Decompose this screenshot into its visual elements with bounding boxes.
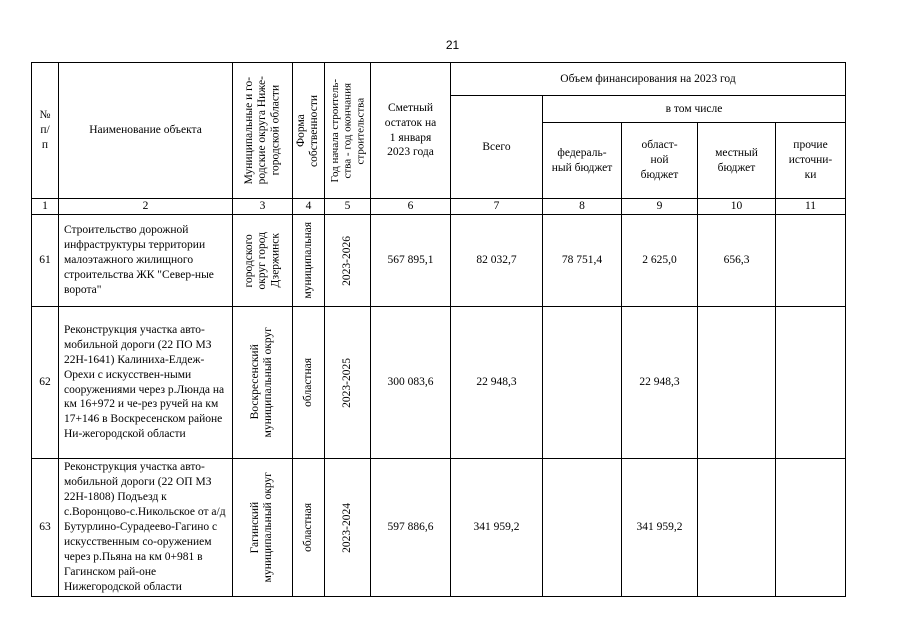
row-other — [776, 459, 846, 597]
header-local: местный бюджет — [698, 123, 776, 199]
row-municipality: городского округ город Дзержинск — [233, 215, 293, 307]
col-number: 7 — [451, 199, 543, 215]
row-local: 656,3 — [698, 215, 776, 307]
header-municipality: Муниципальные и го- родские округа Ниже- городской области — [233, 63, 293, 199]
row-ownership: муниципальная — [293, 215, 325, 307]
col-number: 8 — [543, 199, 622, 215]
row-num: 61 — [32, 215, 59, 307]
row-federal: 78 751,4 — [543, 215, 622, 307]
row-estimate: 597 886,6 — [371, 459, 451, 597]
table-row — [32, 215, 846, 307]
col-number: 11 — [776, 199, 846, 215]
col-number: 9 — [622, 199, 698, 215]
row-local — [698, 459, 776, 597]
row-years: 2023-2026 — [325, 215, 371, 307]
row-federal — [543, 459, 622, 597]
row-num: 63 — [32, 459, 59, 597]
col-number: 2 — [59, 199, 233, 215]
row-total: 22 948,3 — [451, 307, 543, 459]
row-municipality: Воскресенский муниципальный округ — [233, 307, 293, 459]
header-federal: федераль- ный бюджет — [543, 123, 622, 199]
row-other — [776, 215, 846, 307]
column-numbers-row — [32, 199, 846, 215]
header-financing: Объем финансирования на 2023 год — [451, 63, 846, 96]
financing-table — [31, 62, 846, 597]
table-row — [32, 459, 846, 597]
row-total: 82 032,7 — [451, 215, 543, 307]
row-regional: 341 959,2 — [622, 459, 698, 597]
row-name: Реконструкция участка авто-мобильной дороги (22 ОП МЗ 22Н-1808) Подъезд к с.Воронцово-с.Никольское от а/д Бутурлино-Сурадеево-Гагино с искусственным со-оружением через р.Пьяна на км 0+981 в Гагинском рай-оне Нижегородской области — [59, 459, 233, 597]
col-number: 5 — [325, 199, 371, 215]
col-number: 10 — [698, 199, 776, 215]
header-name: Наименование объекта — [59, 63, 233, 199]
header-estimate: Сметный остаток на 1 января 2023 года — [371, 63, 451, 199]
row-years: 2023-2025 — [325, 307, 371, 459]
row-years: 2023-2024 — [325, 459, 371, 597]
col-number: 4 — [293, 199, 325, 215]
header-total: Всего — [451, 96, 543, 199]
row-num: 62 — [32, 307, 59, 459]
col-number: 6 — [371, 199, 451, 215]
col-number: 1 — [32, 199, 59, 215]
row-estimate: 567 895,1 — [371, 215, 451, 307]
row-total: 341 959,2 — [451, 459, 543, 597]
row-name: Строительство дорожной инфраструктуры территории малоэтажного жилищного строительства ЖК "Север-ные ворота" — [59, 215, 233, 307]
row-ownership: областная — [293, 307, 325, 459]
header-regional: област- ной бюджет — [622, 123, 698, 199]
row-other — [776, 307, 846, 459]
row-municipality: Гагинский муниципальный округ — [233, 459, 293, 597]
row-name: Реконструкция участка авто-мобильной дороги (22 ПО МЗ 22Н-1641) Калиниха-Елдеж-Орехи с искусствен-ными сооружениями через р.Люнда на км 16+972 и че-рез ручей на км 17+146 в Воскресенском районе Ни-жегородской области — [59, 307, 233, 459]
table-row — [32, 307, 846, 459]
header-including: в том числе — [543, 96, 846, 123]
row-regional: 22 948,3 — [622, 307, 698, 459]
header-other: прочие источни- ки — [776, 123, 846, 199]
row-regional: 2 625,0 — [622, 215, 698, 307]
row-federal — [543, 307, 622, 459]
header-years: Год начала строитель- ства - год окончания строительства — [325, 63, 371, 199]
row-estimate: 300 083,6 — [371, 307, 451, 459]
row-local — [698, 307, 776, 459]
page-number: 21 — [445, 38, 460, 52]
header-ownership: Форма собственности — [293, 63, 325, 199]
col-number: 3 — [233, 199, 293, 215]
header-num: № п/ п — [32, 63, 59, 199]
row-ownership: областная — [293, 459, 325, 597]
